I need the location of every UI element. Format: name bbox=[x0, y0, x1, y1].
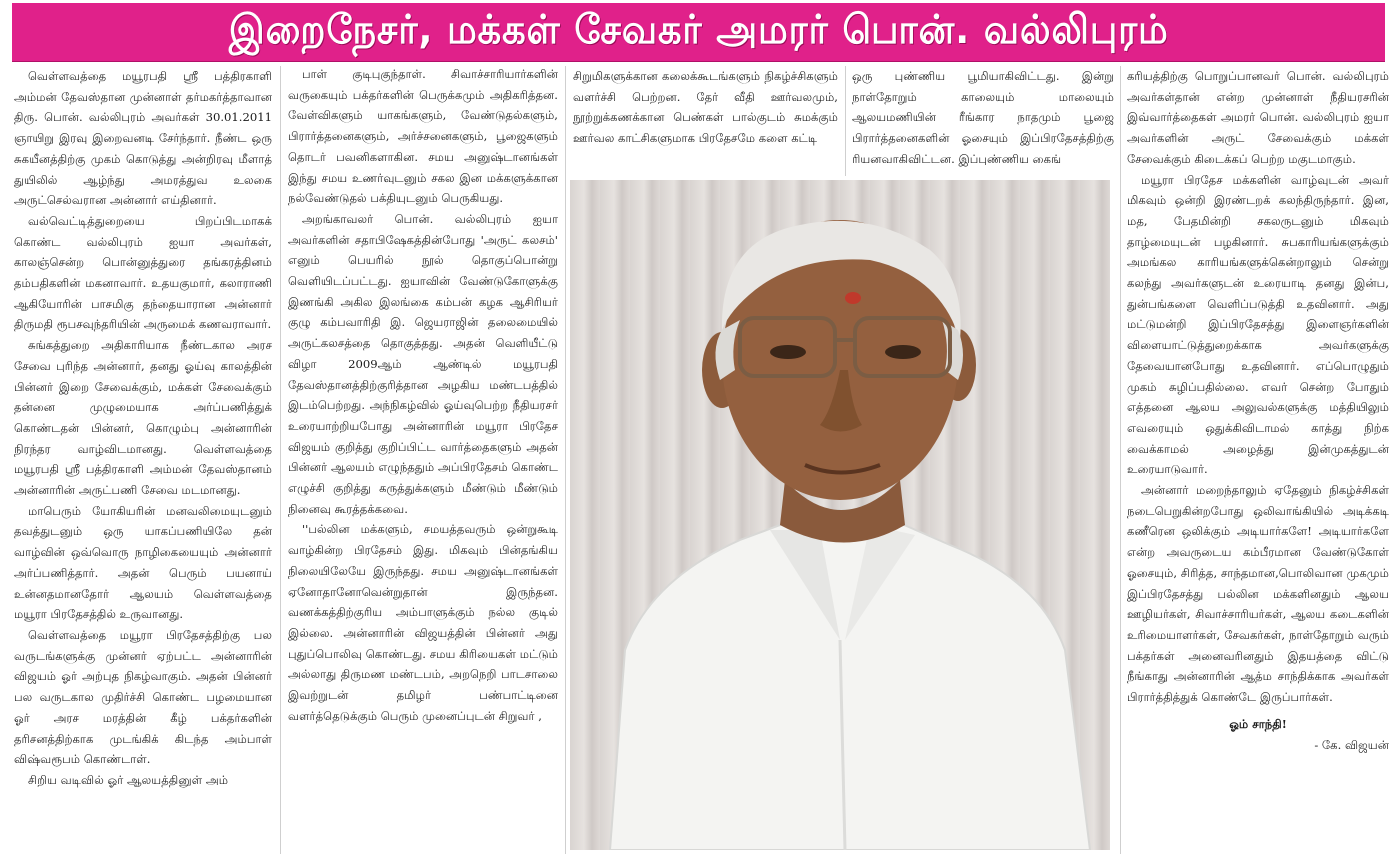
paragraph: சுங்கத்துறை அதிகாரியாக நீண்டகால அரச சேவை புரிந்த அன்னார், தனது ஓய்வு காலத்தின் பின்னர் இறை சேவைக்கும், மக்கள் சேவைக்கும் தன்னை முழுமையாக அர்ப்பணித்துக் கொண்டதன் பின்னர், கொழும்பு அன்னாரின் நிரந்தர வாழ்விடமானது. வெள்ளவத்தை மயூரபதி ஸ்ரீ பத்திரகாளி அம்மன் தேவஸ்தானம் அன்னாரின் அருட்பணி சேவை மடமானது. bbox=[14, 338, 272, 498]
sign-off: ஓம் சாந்தி! bbox=[1229, 716, 1287, 731]
headline: இறைநேசர், மக்கள் சேவகர் அமரர் பொன். வல்லிபுரம் bbox=[228, 6, 1169, 53]
headline-banner bbox=[12, 3, 1385, 62]
column-divider bbox=[565, 66, 566, 854]
column-divider bbox=[280, 66, 281, 854]
paragraph: சிறிய வடிவில் ஓர் ஆலயத்தினுள் அம் bbox=[28, 772, 229, 787]
article-column-2 bbox=[288, 64, 558, 854]
article-column-4 bbox=[852, 66, 1114, 178]
paragraph: கரியத்திற்கு பொறுப்பானவர் பொன். வல்லிபுரம் அவர்கள்தான் என்ற முன்னாள் நீதியரசரின் இவ்வார்த்தைகள் அமரர் பொன். வல்லிபுரம் ஐயா அவர்களின் அருட் சேவைக்கும் மக்கள் சேவைக்கும் கிடைக்கப் பெற்ற மகுடமாகும். bbox=[1127, 69, 1389, 166]
paragraph: மாபெரும் யோகியரின் மனவலிமையுடனும் தவத்துடனும் ஒரு யாகப்பணியிலே தன் வாழ்வின் ஒவ்வொரு நாழிகையையும் அன்னார் அர்ப்பணித்தார். அதன் பெரும் பயனாய் உன்னதமானதோர் ஆலயம் வெள்ளவத்தை மயூரா பிரதேசத்தில் உருவானது. bbox=[14, 503, 272, 622]
portrait-illustration bbox=[570, 180, 1110, 850]
column-divider bbox=[1120, 66, 1121, 854]
paragraph: ''பல்லின மக்களும், சமயத்தவரும் ஒன்றுகூடி வாழ்கின்ற பிரதேசம் இது. மிகவும் பின்தங்கிய நிலையிலேயே இருந்தது. சமய அனுஷ்டானங்கள் ஏனோதானோவென்றுதான் இருந்தன. வணக்கத்திற்குரிய அம்பாளுக்கும் நல்ல குடில் இல்லை. அன்னாரின் விஜயத்தின் பின்னர் அது புதுப்பொலிவு கொண்டது. சமய கிரியைகள் மட்டும் அல்லாது திருமண மண்டபம், அறநெறி பாடசாலை இவற்றுடன் தமிழர் பண்பாட்டினை வளர்த்தெடுக்கும் பெரும் முனைப்புடன் சிறுவர் , bbox=[288, 522, 558, 723]
paragraph: மயூரா பிரதேச மக்களின் வாழ்வுடன் அவர் மிகவும் ஒன்றி இரண்டறக் கலந்திருந்தார். இன, மத, பேதமின்றி சகலருடனும் மிகவும் தாழ்மையுடன் பழகினார். சுபகாரியங்களுக்கும் அமங்கல காரியங்களுக்கென்றாலும் சென்று கலந்து அவர்களுடன் உரையாடி தனது இன்ப, துன்பங்களை வெளிப்படுத்தி உதவினார். அது மட்டுமன்றி இப்பிரதேசத்து இளைஞர்களின் விளையாட்டுத்துறைக்காக அவர்களுக்கு தேவையானபோது உதவினார். எப்பொழுதும் முகம் சுழிப்பதில்லை. எவர் சென்ற போதும் எத்தனை ஆலய அலுவல்களுக்கு மத்தியிலும் எவரையும் ஒதுக்கிவிடாமல் காத்து நிற்க வைக்காமல் அழைத்து இன்முகத்துடன் உரையாடுவார். bbox=[1127, 172, 1389, 477]
paragraph: ஒரு புண்ணிய பூமியாகிவிட்டது. இன்று நாள்தோறும் காலையும் மாலையும் ஆலயமணியின் ரீங்கார நாதமும் பூஜை பிரார்த்தனைகளின் ஓசையும் இப்பிரதேசத்திற்கு ரியனவாகிவிட்டன. இப்புண்ணிய கைங் bbox=[852, 69, 1114, 166]
author-byline: - கே. விஜயன் bbox=[1314, 737, 1389, 752]
article-column-5 bbox=[1127, 66, 1389, 856]
paragraph: சிறுமிகளுக்கான கலைக்கூடங்களும் நிகழ்ச்சிகளும் வளர்ச்சி பெற்றன. தேர் வீதி ஊர்வலமும், நூற்றுக்கணக்கான பெண்கள் பால்குடம் சுமக்கும் ஊர்வல காட்சிகளுமாக பிரதேசமே களை கட்டி bbox=[573, 69, 838, 146]
paragraph: வெள்ளவத்தை மயூரா பிரதேசத்திற்கு பல வருடங்களுக்கு முன்னர் ஏற்பட்ட அன்னாரின் விஜயம் ஓர் அற்புத நிகழ்வாகும். அதன் பின்னர் பல வருடகால முதிர்ச்சி கொண்ட பழமையான ஓர் அரச மரத்தின் கீழ் பக்தர்களின் தரிசனத்திற்காக முடங்கிக் கிடந்த அம்பாள் விஷ்வரூபம் கொண்டாள். bbox=[14, 627, 272, 767]
paragraph: அறங்காவலர் பொன். வல்லிபுரம் ஐயா அவர்களின் சதாபிஷேகத்தின்போது 'அருட் கலசம்' எனும் பெயரில் நூல் தொகுப்பொன்று வெளியிடப்பட்டது. ஐயாவின் வேண்டுகோளுக்கு இணங்கி அகில இலங்கை கம்பன் கழக ஆசிரியர் குழு கம்பவாரிதி இ. ஜெயராஜின் தலைமையில் அருட்கலசத்தை தொகுத்தது. அதன் வெளியீட்டு விழா 2009ஆம் ஆண்டில் மயூரபதி தேவஸ்தானத்திற்குரித்தான அழகிய மண்டபத்தில் இடம்பெற்றது. அந்நிகழ்வில் ஓய்வுபெற்ற நீதியரசர் உரையாற்றியபோது அன்னாரின் மயூரா பிரதேச விஜயம் குறித்து குறிப்பிட்ட வார்த்தைகளும் அதன் பின்னர் ஆலயம் எழுந்ததும் அப்பிரதேசம் கொண்ட எழுச்சி குறித்து கருத்துக்களும் மீண்டும் மீண்டும் நினைவு கூரத்தக்கவை. bbox=[288, 211, 558, 516]
paragraph: அன்னார் மறைந்தாலும் ஏதேனும் நிகழ்ச்சிகள் நடைபெறுகின்றபோது ஒலிவாங்கியில் அடிக்கடி கணீரென ஒலிக்கும் அடியார்களே! அடியார்களே என்ற அவருடைய கம்பீரமான வேண்டுகோள் ஓசையும், சிரித்த, சாந்தமான,பொலிவான முகமும் இப்பிரதேசத்து பல்லின மக்களினதும் ஆலய ஊழியர்கள், சிவாச்சாரியர்கள், ஆலய கடைகளின் உரிமையாளர்கள், சேவகர்கள், நாள்தோறும் வரும் பக்தர்கள் அனைவரினதும் இதயத்தை விட்டு நீங்காது அன்னாரின் ஆத்ம சாந்திக்காக அவர்கள் பிரார்த்தித்துக் கொண்டே இருப்பார்கள். bbox=[1127, 483, 1389, 705]
portrait-photo bbox=[570, 180, 1110, 850]
paragraph: வெள்ளவத்தை மயூரபதி ஸ்ரீ பத்திரகாளி அம்மன் தேவஸ்தான முன்னாள் தர்மகர்த்தாவான திரு. பொன். வல்லிபுரம் அவர்கள் 30.01.2011 ஞாயிறு இரவு இறைவனடி சேர்ந்தார். நீண்ட ஒரு சுகயீனத்திற்கு முகம் கொடுத்து அன்றிரவு மீளாத் துயிலில் ஆழ்ந்து அமரத்துவ உலகை அருட்செல்வரான அன்னார் எய்தினார். bbox=[14, 69, 272, 208]
article-column-1 bbox=[14, 66, 272, 856]
article-column-3 bbox=[573, 66, 838, 178]
paragraph: வல்வெட்டித்துறையை பிறப்பிடமாகக் கொண்ட வல்லிபுரம் ஐயா அவர்கள், காலஞ்சென்ற பொன்னுத்துரை தங்கரத்தினம் தம்பதிகளின் மகனாவார். உதயகுமார், கலாராணி ஆகியோரின் பாசமிகு தந்தையாரான அன்னார் திருமதி ரூபசவுந்தரியின் அருமைக் கணவராவார். bbox=[14, 213, 272, 332]
column-divider bbox=[845, 66, 846, 176]
paragraph: பாள் குடிபுகுந்தாள். சிவாச்சாரியார்களின் வருகையும் பக்தர்களின் பெருக்கமும் அதிகரித்தன. வேள்விகளும் யாகங்களும், வேண்டுதல்களும், பிரார்த்தனைகளும், அர்ச்சனைகளும், பூஜைகளும் தொடர் பவனிகளாகின. சமய அனுஷ்டானங்கள் இந்து சமய உணர்வுடனும் சகல இன மக்களுக்கான நல்வேண்டுதல் பக்தியுடனும் பெருகியது. bbox=[288, 67, 558, 206]
